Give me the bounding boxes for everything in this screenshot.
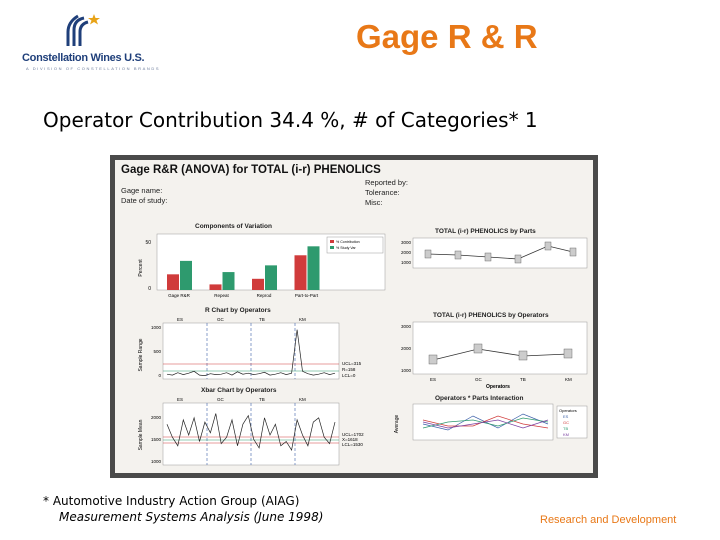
- r-chart-title: R Chart by Operators: [205, 307, 271, 314]
- r-op-tb: TB: [259, 317, 265, 322]
- x-op-km: KM: [299, 397, 306, 402]
- operator-box: [564, 349, 572, 358]
- x-tick-top: 2000: [150, 415, 161, 420]
- page-title: Gage R & R: [356, 18, 538, 55]
- by-parts-chart: [393, 236, 589, 308]
- logo-text: Constellation Wines U.S.: [22, 52, 145, 64]
- components-title: Components of Variation: [195, 223, 272, 230]
- footnote: [43, 493, 323, 525]
- operator-box: [519, 351, 527, 360]
- interaction-title: Operators * Parts Interaction: [435, 395, 524, 402]
- r-rbar-label: R=158: [342, 367, 356, 372]
- x-tick-bot: 1000: [150, 459, 161, 464]
- gage-name-label: Gage name:: [121, 186, 163, 195]
- figure-title: Gage R&R (ANOVA) for TOTAL (i-r) PHENOLICS: [121, 164, 381, 176]
- r-ylabel: Sample Range: [138, 338, 144, 372]
- components-xlabel: Repeat: [214, 293, 229, 298]
- tolerance-label: Tolerance:: [365, 188, 400, 197]
- r-op-km: KM: [299, 317, 306, 322]
- misc-label: Misc:: [365, 198, 383, 207]
- interaction-legend-gc: GC: [563, 420, 569, 425]
- components-chart: [137, 232, 387, 304]
- by-op-gc: GC: [475, 377, 482, 382]
- operator-box: [474, 344, 482, 353]
- by-parts-title: TOTAL (i-r) PHENOLICS by Parts: [435, 228, 536, 235]
- by-op-tick-top: 3000: [400, 324, 411, 329]
- logo-tagline: A DIVISION OF CONSTELLATION BRANDS: [26, 66, 161, 71]
- by-op-tb: TB: [520, 377, 526, 382]
- bar-contribution: [167, 274, 179, 290]
- interaction-legend-title: Operators: [559, 408, 577, 413]
- reported-label: Reported by:: [365, 178, 408, 187]
- interaction-legend-km: KM: [563, 432, 569, 437]
- logo-mark-icon: [22, 12, 102, 52]
- by-operators-chart: [393, 320, 589, 392]
- bar-studyvar: [180, 261, 192, 290]
- x-tick-mid: 1500: [150, 437, 161, 442]
- interaction-chart: [393, 402, 589, 472]
- footnote-line2: Measurement Systems Analysis (June 1998): [59, 510, 324, 524]
- r-chart: [137, 315, 387, 385]
- bar-contribution: [252, 279, 264, 290]
- r-tick-mid: 500: [153, 349, 161, 354]
- interaction-legend-es: ES: [563, 414, 569, 419]
- figure-canvas: [115, 160, 593, 473]
- components-tick-0: 0: [148, 286, 151, 292]
- page-subtitle: Operator Contribution 34.4 %, # of Categories* 1: [43, 108, 538, 132]
- x-op-gc: GC: [217, 397, 224, 402]
- x-op-es: ES: [177, 397, 184, 402]
- x-ylabel: Sample Mean: [138, 419, 144, 451]
- by-op-tick-mid: 2000: [400, 346, 411, 351]
- components-ylabel: Percent: [138, 259, 144, 277]
- interaction-legend-tb: TB: [563, 426, 569, 431]
- part-box: [425, 250, 431, 258]
- xbar-chart-title: Xbar Chart by Operators: [201, 387, 277, 394]
- by-parts-tick-bot: 1000: [400, 260, 411, 265]
- x-xbar-label: X=1618: [342, 437, 358, 442]
- bar-studyvar: [308, 246, 320, 290]
- interaction-ylabel: Average: [394, 414, 400, 434]
- gage-rr-figure: [110, 155, 598, 478]
- r-op-gc: GC: [217, 317, 224, 322]
- xbar-chart: [137, 395, 387, 470]
- components-tick-50: 50: [145, 240, 151, 246]
- components-xlabel: Gage R&R: [168, 293, 190, 298]
- by-parts-plot-area: [413, 238, 587, 268]
- company-logo: [22, 12, 161, 74]
- by-operators-plot-area: [413, 322, 587, 374]
- bar-studyvar: [265, 265, 277, 290]
- by-parts-tick-top: 3000: [400, 240, 411, 245]
- by-operators-title: TOTAL (i-r) PHENOLICS by Operators: [433, 312, 549, 319]
- by-op-es: ES: [430, 377, 437, 382]
- bar-contribution: [210, 284, 222, 290]
- footnote-line1: * Automotive Industry Action Group (AIAG): [43, 494, 300, 508]
- part-box: [455, 251, 461, 259]
- legend-contribution: % Contribution: [336, 240, 360, 244]
- by-op-km: KM: [565, 377, 572, 382]
- legend-swatch-studyvar: [330, 246, 334, 249]
- by-op-xlabel: Operators: [486, 384, 510, 390]
- bar-contribution: [295, 255, 307, 290]
- r-lcl-label: LCL=0: [342, 373, 356, 378]
- bar-studyvar: [223, 272, 235, 290]
- r-tick-bot: 0: [158, 373, 161, 378]
- part-box: [570, 248, 576, 256]
- part-box: [485, 253, 491, 261]
- components-xlabel: Reprod: [256, 293, 272, 298]
- r-ucl-label: UCL=315: [342, 361, 362, 366]
- x-lcl-label: LCL=1530: [342, 442, 363, 447]
- date-label: Date of study:: [121, 196, 168, 205]
- by-parts-tick-mid: 2000: [400, 250, 411, 255]
- legend-swatch-contribution: [330, 240, 334, 243]
- department-label: Research and Development: [540, 514, 677, 526]
- part-box: [515, 255, 521, 263]
- components-xlabels: [168, 293, 319, 298]
- part-box: [545, 242, 551, 250]
- x-ucl-label: UCL=1702: [342, 432, 364, 437]
- legend-studyvar: % Study Var: [336, 246, 356, 250]
- operator-box: [429, 355, 437, 364]
- x-op-tb: TB: [259, 397, 265, 402]
- r-tick-top: 1000: [150, 325, 161, 330]
- by-op-tick-bot: 1000: [400, 368, 411, 373]
- components-xlabel: Part-to-Part: [294, 293, 319, 298]
- r-op-es: ES: [177, 317, 184, 322]
